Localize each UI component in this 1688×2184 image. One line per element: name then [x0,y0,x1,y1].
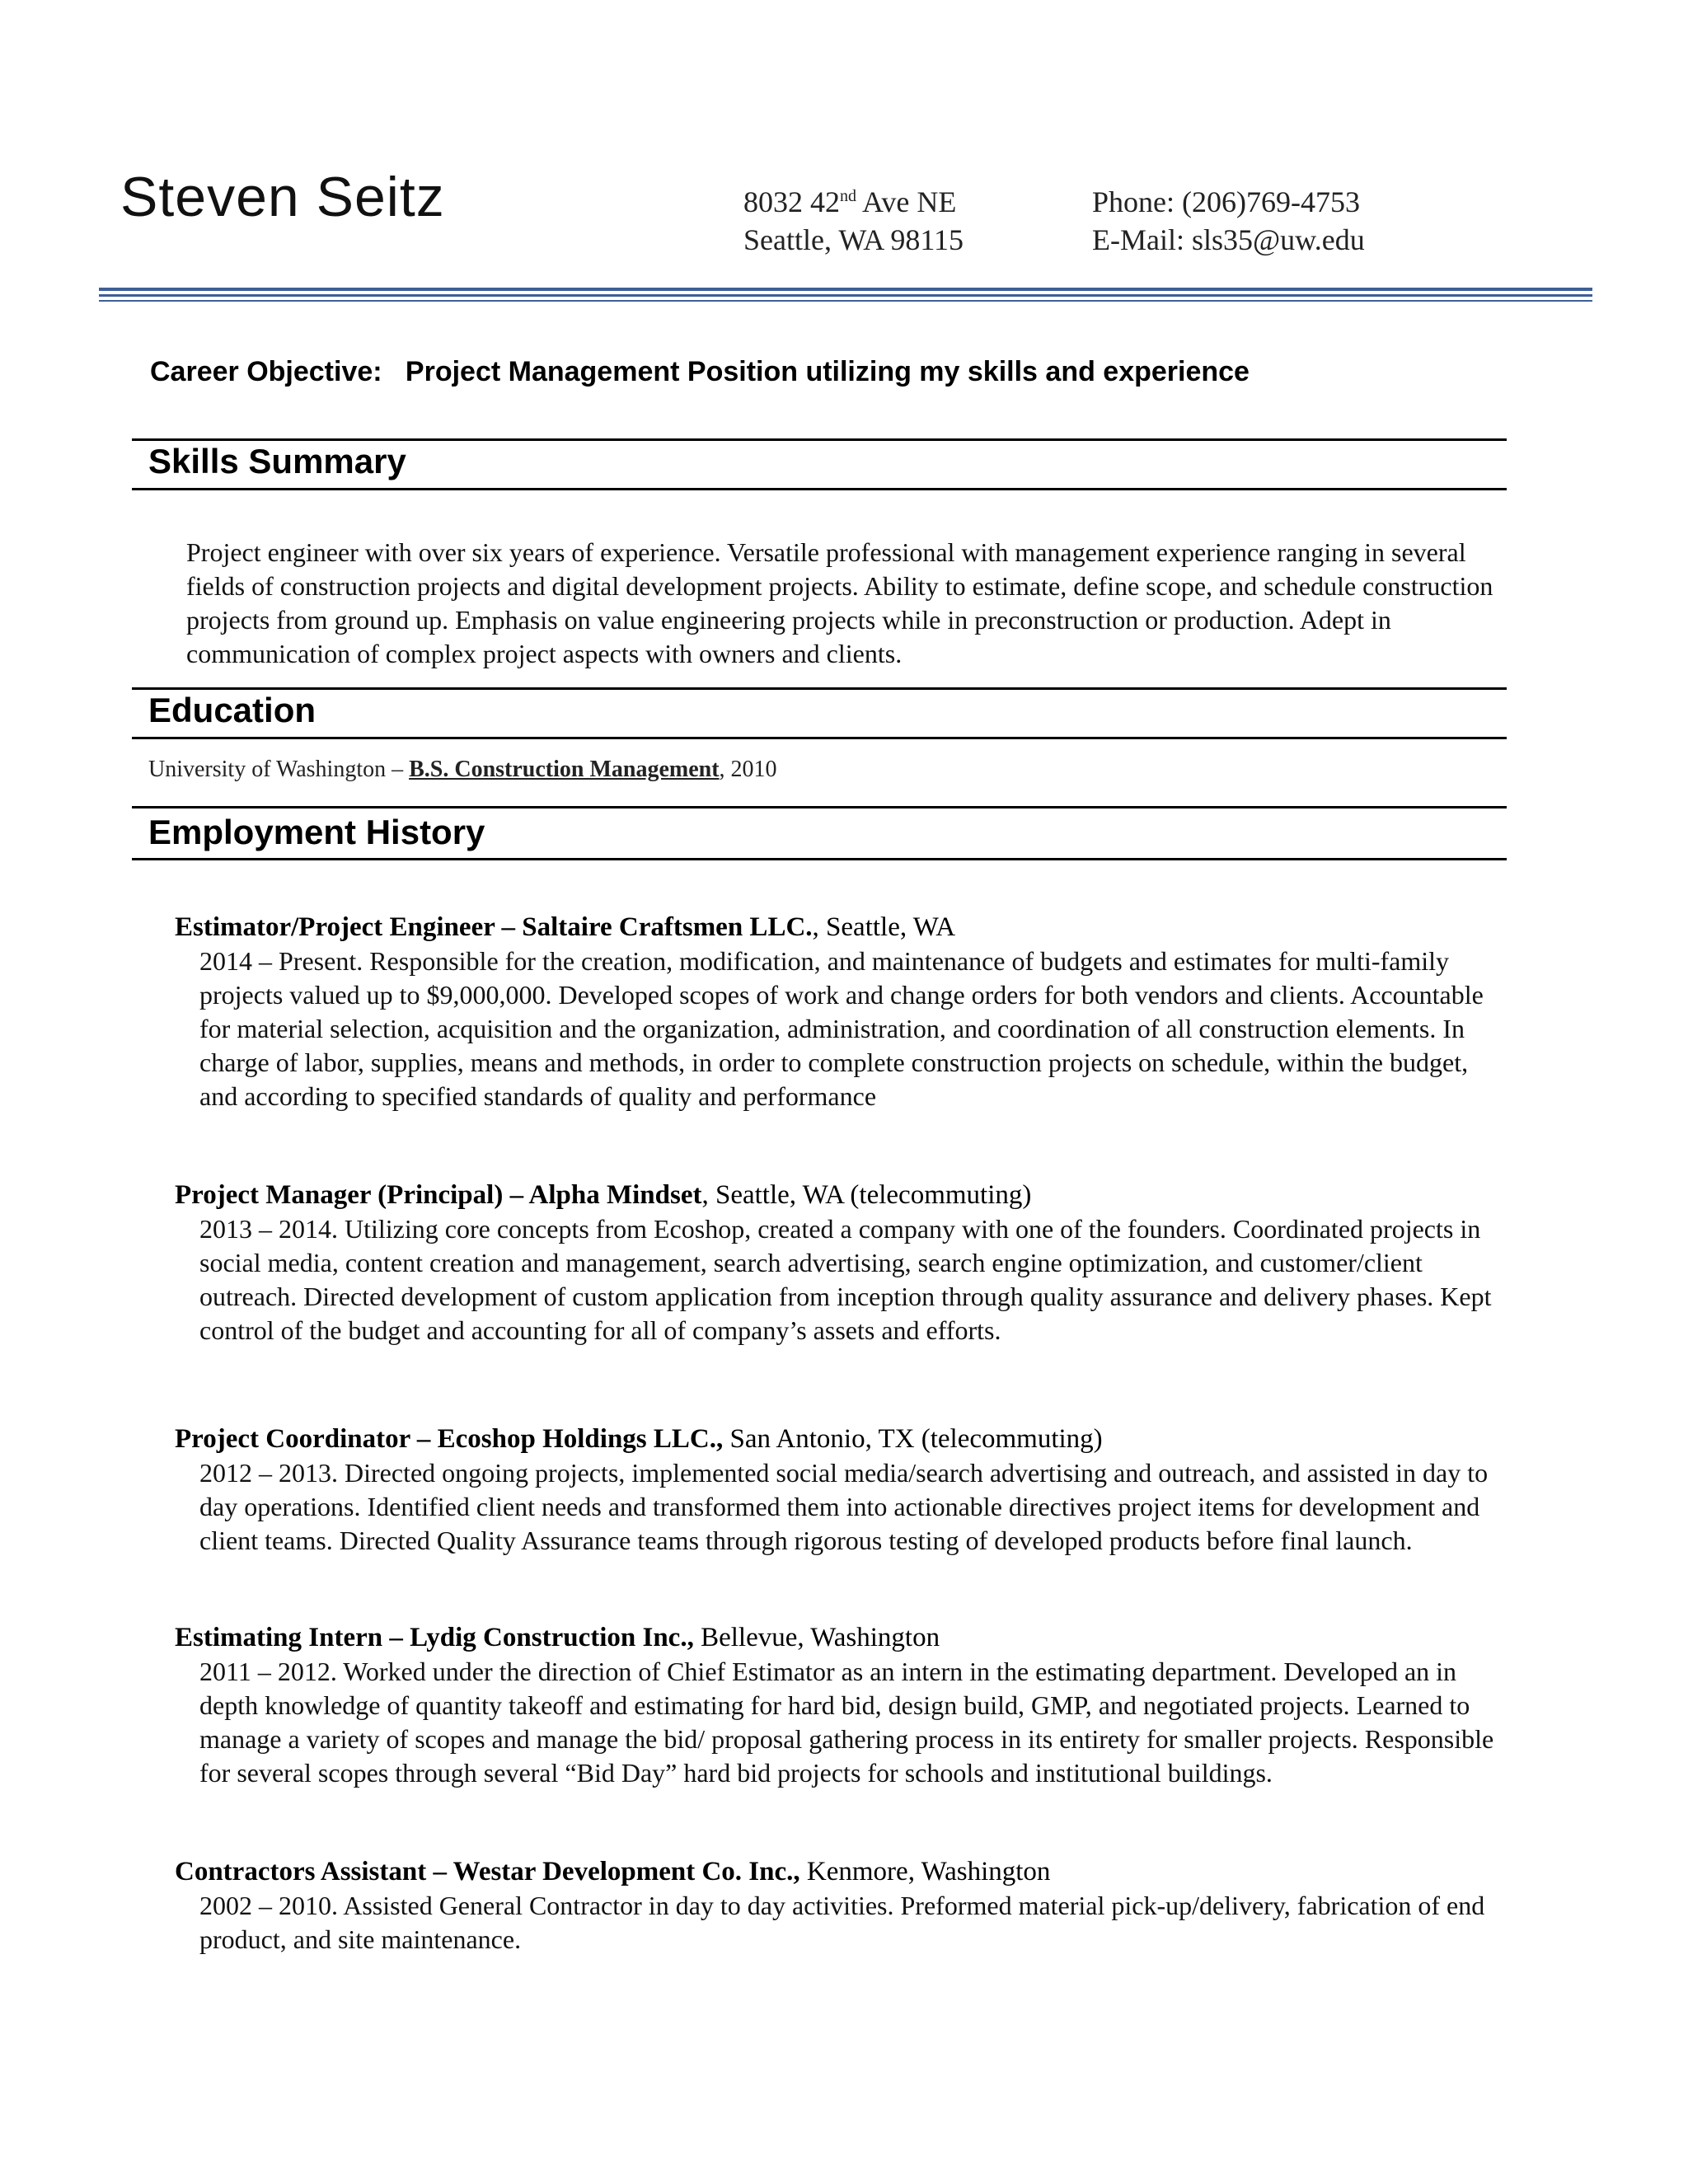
job-description: 2012 – 2013. Directed ongoing projects, implemented social media/search advertising and outreach, and assisted in day to day operations. Identified client needs and transformed them into actionable directives project items for development and client teams. Directed Quality Assurance teams through rigorous testing of developed products before final launch. [199,1458,1489,1555]
address-block [743,183,964,259]
job-title: Project Coordinator – Ecoshop Holdings LLC., [175,1424,724,1454]
employment-section-title: Employment History [148,813,485,851]
contact-block [1092,183,1365,259]
job-location: , Seattle, WA (telecommuting) [701,1180,1032,1210]
skills-rule-bottom [132,488,1507,490]
job-location: Kenmore, Washington [799,1857,1051,1886]
address-street: 8032 42nd Ave NE [743,185,957,218]
job-description: 2002 – 2010. Assisted General Contractor in day to day activities. Preformed material pick-up/delivery, fabrication of end product, and site maintenance. [199,1891,1485,1954]
header-rule-middle [99,294,1592,297]
job-description: 2011 – 2012. Worked under the direction of Chief Estimator as an intern in the estimating department. Developed an in depth knowledge of quantity takeoff and estimating for hard bid, design build, GMP, and negotiated projects. Learned to manage a variety of scopes and manage the bid/ proposal gathering process in its entirety for smaller projects. Responsible for several scopes through several “Bid Day” hard bid projects for schools and institutional buildings. [199,1657,1494,1788]
email-address: E-Mail: sls35@uw.edu [1092,223,1365,256]
job-entry [175,910,1510,1113]
job-location: San Antonio, TX (telecommuting) [723,1424,1103,1454]
job-title: Estimating Intern – Lydig Construction Inc., [175,1623,694,1652]
education-section-title: Education [148,691,316,729]
job-entry [175,1422,1510,1558]
employment-rule-top [132,806,1507,808]
address-city: Seattle, WA 98115 [743,223,964,256]
job-heading [175,1854,1510,1889]
career-objective: Career Objective: Project Management Position utilizing my skills and experience [150,356,1250,387]
job-entry [175,1178,1510,1347]
job-description: 2014 – Present. Responsible for the creation, modification, and maintenance of budgets and estimates for multi-family projects valued up to $9,000,000. Developed scopes of work and change orders for both vendors and clients. Accountable for material selection, acquisition and the organization, administration, and coordination of all construction elements. In charge of labor, supplies, means and methods, in order to complete construction projects on schedule, within the budget, and according to specified standards of quality and performance [199,946,1484,1111]
job-heading [175,1178,1510,1212]
job-heading [175,910,1510,944]
header-rule-top [99,288,1592,291]
job-description: 2013 – 2014. Utilizing core concepts from Ecoshop, created a company with one of the founders. Coordinated projects in social media, content creation and management, search advertising, search engine optimization, and customer/client outreach. Directed development of custom application from inception through quality assurance and delivery phases. Kept control of the budget and accounting for all of company’s assets and efforts. [199,1214,1492,1345]
resume-name: Steven Seitz [120,166,445,228]
header-rule-bottom [99,300,1592,302]
education-rule-bottom [132,737,1507,739]
skills-section-title: Skills Summary [148,442,406,480]
job-title: Estimator/Project Engineer – Saltaire Craftsmen LLC. [175,912,813,942]
education-entry: University of Washington – B.S. Construction Management, 2010 [148,757,777,782]
job-title: Contractors Assistant – Westar Development Co. Inc., [175,1857,800,1886]
skills-rule-top [132,438,1507,441]
job-entry [175,1620,1510,1790]
skills-summary-text: Project engineer with over six years of experience. Versatile professional with management experience ranging in several fields of construction projects and digital development projects. Ability to estimate, define scope, and schedule construction projects from ground up. Emphasis on value engineering projects while in preconstruction or production. Adept in communication of complex project aspects with owners and clients. [186,537,1493,668]
job-location: , Seattle, WA [812,912,956,942]
education-rule-top [132,687,1507,690]
job-title: Project Manager (Principal) – Alpha Mindset [175,1180,702,1210]
degree-name: B.S. Construction Management [409,757,720,782]
job-heading [175,1620,1510,1655]
job-entry [175,1854,1510,1957]
phone-number: Phone: (206)769-4753 [1092,185,1360,218]
job-location: Bellevue, Washington [693,1623,940,1652]
job-heading [175,1422,1510,1456]
employment-rule-bottom [132,858,1507,860]
